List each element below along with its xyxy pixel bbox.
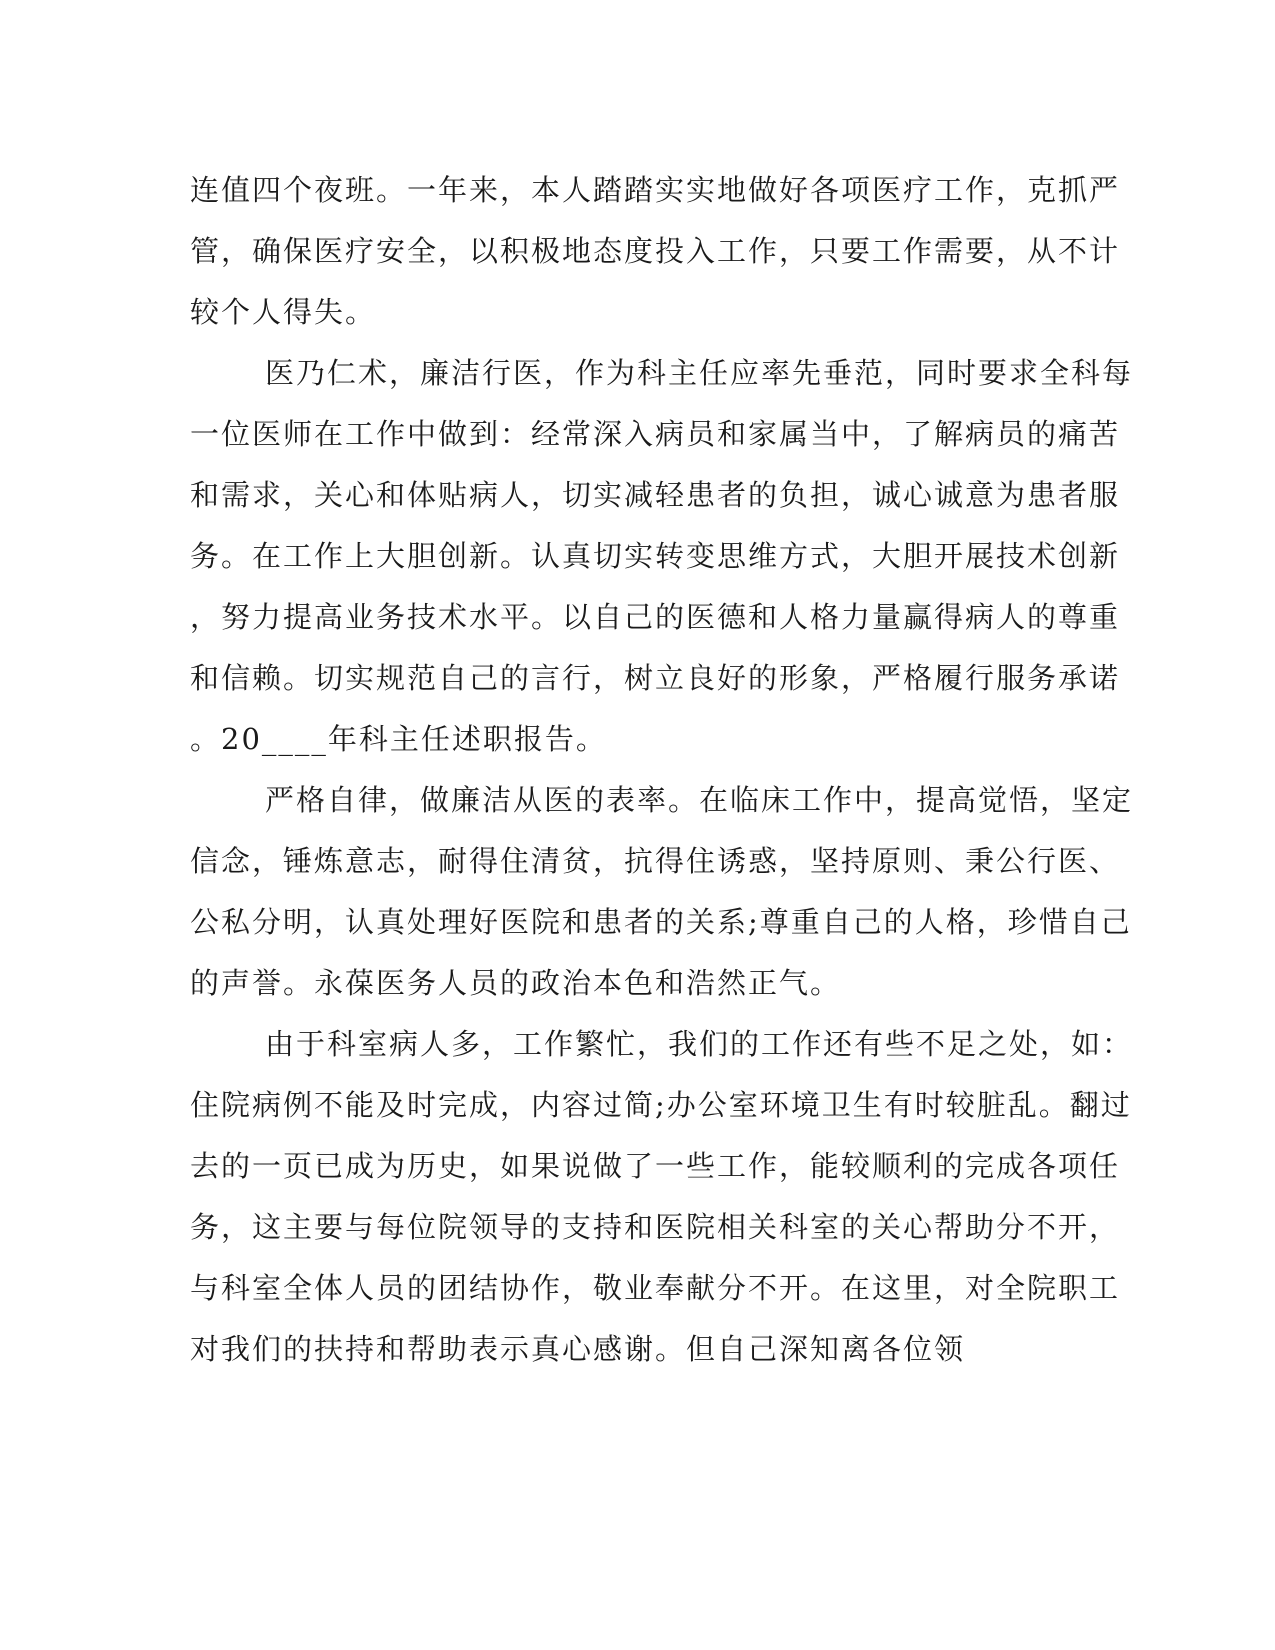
paragraph-2-line-7: 。20____年科主任述职报告。 xyxy=(190,722,607,756)
paragraph-2-line-6: 和信赖。切实规范自己的言行，树立良好的形象，严格履行服务承诺 xyxy=(190,661,1121,695)
document-body xyxy=(190,160,1134,1380)
paragraph-4-line-1: 由于科室病人多，工作繁忙，我们的工作还有些不足之处，如： xyxy=(265,1027,1134,1061)
paragraph-4-line-2: 住院病例不能及时完成，内容过简;办公室环境卫生有时较脏乱。翻过 xyxy=(190,1088,1132,1122)
paragraph-2-line-3: 和需求，关心和体贴病人，切实减轻患者的负担，诚心诚意为患者服 xyxy=(190,478,1121,512)
paragraph-1-line-1: 连值四个夜班。一年来，本人踏踏实实地做好各项医疗工作，克抓严 xyxy=(190,173,1121,207)
paragraph-4-line-4: 务，这主要与每位院领导的支持和医院相关科室的关心帮助分不开， xyxy=(190,1210,1121,1244)
paragraph-3-line-3: 公私分明，认真处理好医院和患者的关系;尊重自己的人格，珍惜自己 xyxy=(190,905,1132,939)
paragraph-4-line-6: 对我们的扶持和帮助表示真心感谢。但自己深知离各位领 xyxy=(190,1332,966,1366)
paragraph-2-line-2: 一位医师在工作中做到：经常深入病员和家属当中，了解病员的痛苦 xyxy=(190,417,1121,451)
paragraph-3-line-4: 的声誉。永葆医务人员的政治本色和浩然正气。 xyxy=(190,966,842,1000)
paragraph-2-line-4: 务。在工作上大胆创新。认真切实转变思维方式，大胆开展技术创新 xyxy=(190,539,1121,573)
paragraph-2-line-1: 医乃仁术，廉洁行医，作为科主任应率先垂范，同时要求全科每 xyxy=(265,356,1134,390)
paragraph-2-line-5: ，努力提高业务技术水平。以自己的医德和人格力量赢得病人的尊重 xyxy=(190,600,1121,634)
paragraph-4-line-5: 与科室全体人员的团结协作，敬业奉献分不开。在这里，对全院职工 xyxy=(190,1271,1121,1305)
paragraph-4-line-3: 去的一页已成为历史，如果说做了一些工作，能较顺利的完成各项任 xyxy=(190,1149,1121,1183)
paragraph-3-line-1: 严格自律，做廉洁从医的表率。在临床工作中，提高觉悟，坚定 xyxy=(265,783,1134,817)
paragraph-1-line-3: 较个人得失。 xyxy=(190,295,377,329)
paragraph-1-line-2: 管，确保医疗安全，以积极地态度投入工作，只要工作需要，从不计 xyxy=(190,234,1121,268)
paragraph-3-line-2: 信念，锤炼意志，耐得住清贫，抗得住诱惑，坚持原则、秉公行医、 xyxy=(190,844,1121,878)
